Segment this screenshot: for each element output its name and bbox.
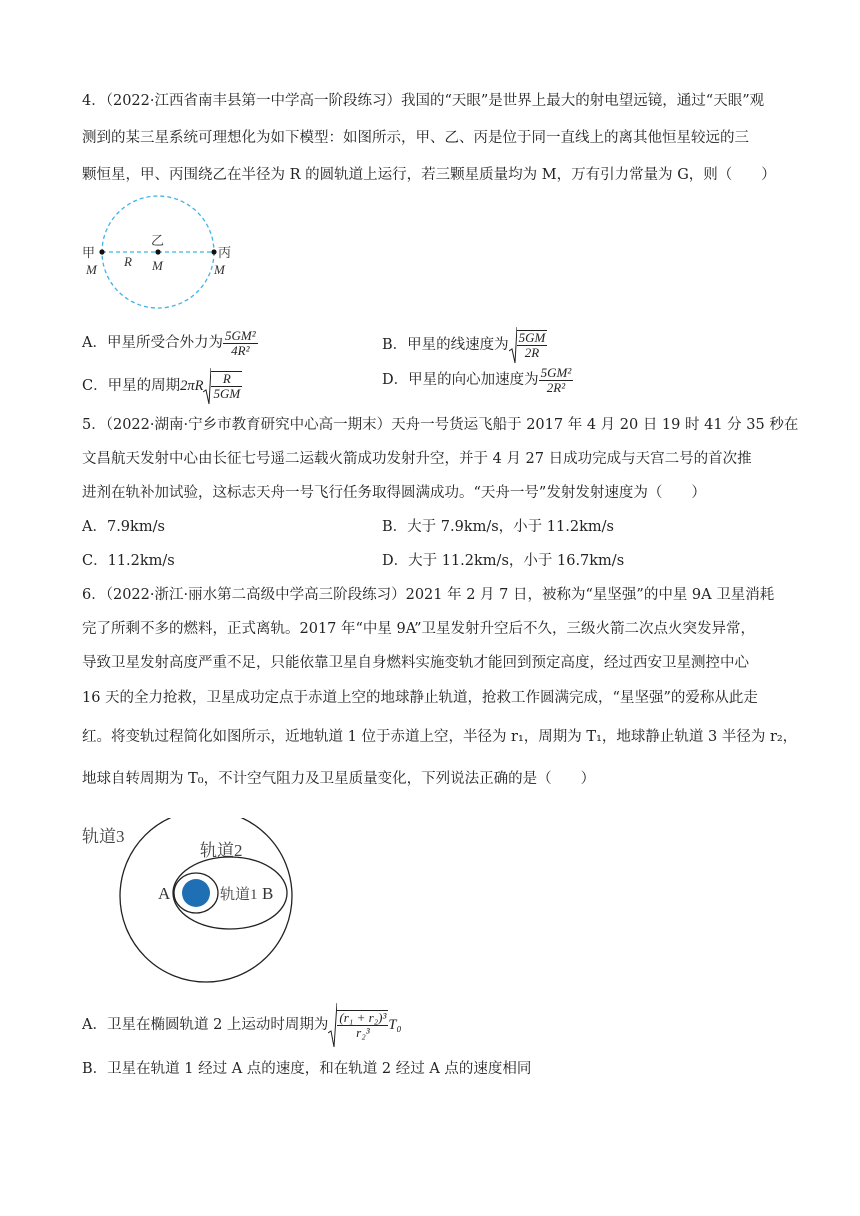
q5-option-a[interactable]: A．7.9km/s [82, 519, 165, 535]
q6-option-a[interactable]: A．卫星在椭圆轨道 2 上运动时周期为 $\frac{\text{(r₁ + r₂)³}}{\text{r₂³}}$ T₀ [82, 1001, 402, 1049]
orbit-transfer-diagram [78, 818, 338, 988]
label-yi: 乙 [151, 233, 165, 248]
label-orbit-3: 轨道3 [82, 827, 125, 846]
q6-stem-line-2: 完了所剩不多的燃料，正式离轨。2017 年“中星 9A”卫星发射升空后不久，三级火箭二次点火突发异常， [82, 621, 756, 637]
label-radius: R [124, 254, 132, 269]
label-point-b: B [262, 884, 274, 903]
q5-stem-line-2: 文昌航天发射中心由长征七号遥二运载火箭成功发射升空，并于 4 月 27 日成功完成与天宫二号的首次推 [82, 451, 752, 467]
q6-stem-line-6: 地球自转周期为 T₀，不计空气阻力及卫星质量变化，下列说法正确的是（ ） [82, 771, 596, 787]
q5-stem-line-1: 5．（2022·湖南·宁乡市教育研究中心高一期末）天舟一号货运飞船于 2017 年 4 月 20 日 19 时 41 分 35 秒在 [82, 417, 799, 433]
q4-option-a[interactable]: A．甲星所受合外力为 $\frac{\text{5GM²}}{\text{4R²}}$ [82, 328, 256, 358]
q5-option-c[interactable]: C．11.2km/s [82, 553, 175, 569]
label-mass-center: M [152, 258, 163, 273]
three-star-diagram [78, 190, 248, 320]
label-jia: 甲 [82, 245, 96, 260]
q6-stem-line-1: 6．（2022·浙江·丽水第二高级中学高三阶段练习）2021 年 2 月 7 日，被称为“星坚强”的中星 9A 卫星消耗 [82, 587, 775, 603]
label-mass-left: M [86, 262, 97, 277]
q6-stem-line-3: 导致卫星发射高度严重不足，只能依靠卫星自身燃料实施变轨才能回到预定高度，经过西安卫星测控中心 [82, 655, 749, 671]
q5-stem-line-3: 进剂在轨补加试验，这标志天舟一号飞行任务取得圆满成功。“天舟一号”发射发射速度为（ ） [82, 485, 706, 501]
label-point-a: A [158, 884, 171, 903]
q6-stem-line-5: 红。将变轨过程简化如图所示，近地轨道 1 位于赤道上空，半径为 r₁，周期为 T₁，地球静止轨道 3 半径为 r₂， [82, 729, 798, 745]
star-bing [211, 249, 216, 254]
label-bing: 丙 [218, 245, 232, 260]
star-yi [155, 249, 160, 254]
q4-stem-line-2: 测到的某三星系统可理想化为如下模型：如图所示，甲、乙、丙是位于同一直线上的离其他恒星较远的三 [82, 130, 749, 146]
label-orbit-1: 轨道1 [220, 887, 258, 903]
q6-option-b[interactable]: B．卫星在轨道 1 经过 A 点的速度，和在轨道 2 经过 A 点的速度相同 [82, 1061, 532, 1077]
q5-option-b[interactable]: B．大于 7.9km/s，小于 11.2km/s [382, 519, 614, 535]
star-jia [99, 249, 104, 254]
q4-option-b[interactable]: B．甲星的线速度为 $\frac{5GM}{2R}$ [382, 325, 547, 365]
q5-option-d[interactable]: D．大于 11.2km/s，小于 16.7km/s [382, 553, 625, 569]
q4-option-c[interactable]: C．甲星的周期2πR $\frac{R}{5GM}$ [82, 366, 242, 406]
earth [182, 879, 210, 907]
q4-stem-line-3: 颗恒星，甲、丙围绕乙在半径为 R 的圆轨道上运行，若三颗星质量均为 M，万有引力常量为 G，则（ ） [82, 167, 776, 183]
label-mass-right: M [214, 262, 225, 277]
q6-stem-line-4: 16 天的全力抢救，卫星成功定点于赤道上空的地球静止轨道，抢救工作圆满完成，“星坚强”的爱称从此走 [82, 690, 758, 706]
q4-option-d[interactable]: D．甲星的向心加速度为 $\frac{\text{5GM²}}{\text{2R²}}$ [382, 365, 572, 395]
label-orbit-2: 轨道2 [200, 841, 243, 860]
q4-stem-line-1: 4．（2022·江西省南丰县第一中学高一阶段练习）我国的“天眼”是世界上最大的射电望远镜，通过“天眼”观 [82, 93, 765, 109]
